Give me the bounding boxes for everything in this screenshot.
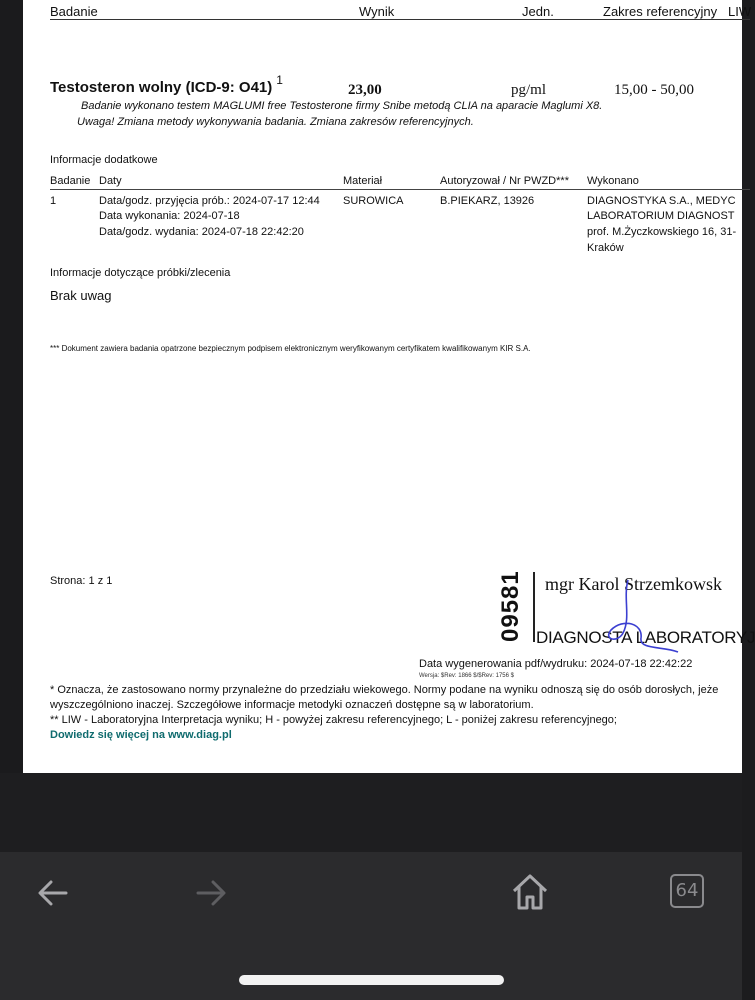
- performed-line-2: LABORATORIUM DIAGNOST: [587, 210, 735, 222]
- info-divider: [50, 189, 750, 190]
- footnote-2: wyszczególniono inaczej. Szczegółowe informacje metodyki oznaczeń dostępne są w laboratorium.: [50, 699, 534, 711]
- stamp-number: 09581: [497, 570, 524, 642]
- col-performed: Wykonano: [587, 175, 639, 187]
- header-zakres: Zakres referencyjny: [603, 4, 718, 19]
- test-range: 15,00 - 50,00: [614, 82, 694, 98]
- home-indicator[interactable]: [239, 975, 504, 985]
- more-info-link[interactable]: Dowiedz się więcej na www.diag.pl: [50, 729, 232, 741]
- performed-line-3: prof. M.Życzkowskiego 16, 31-: [587, 226, 737, 238]
- footnote-1: * Oznacza, że zastosowano normy przynależne do przedziału wiekowego. Normy podane na wyniku odnoszą się do osób dorosłych, jeże: [50, 684, 719, 696]
- col-badanie: Badanie: [50, 175, 91, 187]
- stamp-lab: DIAGNOSTA LABORATORYJ: [536, 628, 755, 647]
- home-icon[interactable]: [510, 872, 550, 912]
- performed-line-4: Kraków: [587, 242, 624, 254]
- stamp-name: mgr Karol Strzemkowsk: [545, 574, 722, 594]
- forward-arrow-icon[interactable]: [194, 878, 228, 908]
- handwritten-signature: [593, 578, 683, 658]
- stamp-divider: [533, 572, 535, 642]
- col-material: Materiał: [343, 175, 383, 187]
- test-unit: pg/ml: [511, 82, 547, 98]
- version-info: Wersja: $Rev: 1866 $/$Rev: 1756 $: [419, 673, 514, 679]
- footnote-marker: 1: [276, 73, 283, 87]
- header-badanie: Badanie: [50, 4, 98, 19]
- signature-note: *** Dokument zawiera badania opatrzone bezpiecznym podpisem elektronicznym weryfikowanym certyfikatem kwalifikowanym KIR S.A.: [50, 344, 531, 353]
- page-label: Strona: 1 z 1: [50, 575, 113, 587]
- back-arrow-icon[interactable]: [36, 878, 70, 908]
- row-authorized: B.PIEKARZ, 13926: [440, 195, 535, 207]
- sample-info-value: Brak uwag: [50, 288, 112, 303]
- date-issued: Data/godz. wydania: 2024-07-18 22:42:20: [99, 226, 304, 238]
- warning-note: Uwaga! Zmiana metody wykonywania badania. Zmiana zakresów referencyjnych.: [77, 116, 474, 128]
- footnote-3: ** LIW - Laboratoryjna Interpretacja wyniku; H - powyżej zakresu referencyjnego; L - poniżej zakresu referencyjnego;: [50, 714, 617, 726]
- date-performed: Data wykonania: 2024-07-18: [99, 210, 240, 222]
- additional-info-title: Informacje dodatkowe: [50, 154, 158, 166]
- generated-date: Data wygenerowania pdf/wydruku: 2024-07-18 22:42:22: [419, 658, 693, 670]
- sample-info-title: Informacje dotyczące próbki/zlecenia: [50, 267, 231, 279]
- header-jedn: Jedn.: [522, 4, 554, 19]
- test-name: Testosteron wolny (ICD-9: O41) $^1$: [50, 73, 283, 96]
- header-divider: [50, 19, 750, 20]
- date-received: Data/godz. przyjęcia prób.: 2024-07-17 12:44: [99, 195, 320, 207]
- row-material: SUROWICA: [343, 195, 404, 207]
- header-liw: LIW: [728, 4, 752, 19]
- document-page: [23, 0, 755, 773]
- performed-line-1: DIAGNOSTYKA S.A., MEDYC: [587, 195, 736, 207]
- row-badanie: 1: [50, 195, 57, 207]
- method-note: Badanie wykonano testem MAGLUMI free Testosterone firmy Snibe metodą CLIA na aparacie Maglumi X8.: [81, 100, 603, 112]
- left-edge: [0, 0, 23, 852]
- tabs-count-label: 64: [675, 880, 699, 901]
- header-wynik: Wynik: [359, 4, 395, 19]
- tabs-count-button[interactable]: [670, 874, 704, 908]
- col-authorized: Autoryzował / Nr PWZD***: [440, 175, 569, 187]
- viewer-background: [0, 773, 742, 852]
- col-daty: Daty: [99, 175, 122, 187]
- test-result: 23,00: [348, 82, 382, 98]
